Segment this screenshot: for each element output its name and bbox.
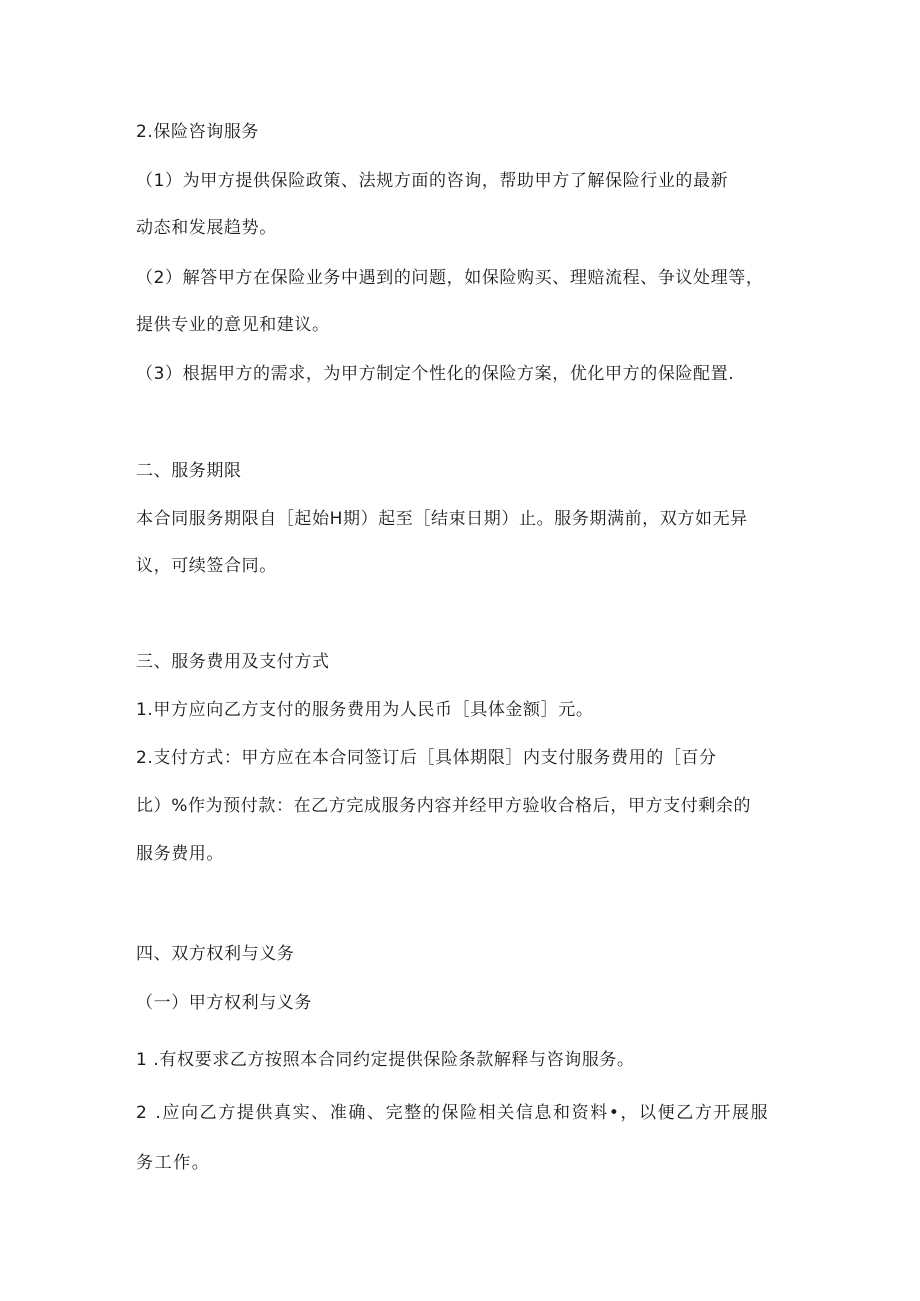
paragraph-line: （2）解答甲方在保险业务中遇到的问题，如保险购买、理赔流程、争议处理等， [136,268,764,288]
paragraph-line: 1 .有权要求乙方按照本合同约定提供保险条款解释与咨询服务。 [136,1050,635,1070]
section-heading: 三、服务费用及支付方式 [136,652,330,672]
section-item-heading: 2.保险咨询服务 [136,122,260,142]
paragraph-line: 2 .应向乙方提供真实、准确、完整的保险相关信息和资料•，以便乙方开展服 [136,1103,770,1123]
paragraph-line: 比）%作为预付款：在乙方完成服务内容并经甲方验收合格后，甲方支付剩余的 [136,796,752,816]
paragraph-line: 1.甲方应向乙方支付的服务费用为人民币［具体金额］元。 [136,700,594,720]
paragraph-line: 动态和发展趋势。 [136,218,277,238]
section-heading: 四、双方权利与义务 [136,944,295,964]
paragraph-line: 议，可续签合同。 [136,556,277,576]
paragraph-line: 本合同服务期限自［起始H期）起至［结束日期）止。服务期满前，双方如无异 [136,509,748,529]
paragraph-line: 务工作。 [136,1153,211,1173]
subsection-heading: （一）甲方权利与义务 [136,993,312,1013]
paragraph-line: （3）根据甲方的需求，为甲方制定个性化的保险方案，优化甲方的保险配置. [136,364,735,384]
paragraph-line: 提供专业的意见和建议。 [136,315,330,335]
paragraph-line: 2.支付方式：甲方应在本合同签订后［具体期限］内支付服务费用的［百分 [136,748,717,768]
paragraph-line: 服务费用。 [136,844,224,864]
paragraph-line: （1）为甲方提供保险政策、法规方面的咨询，帮助甲方了解保险行业的最新 [136,171,729,191]
section-heading: 二、服务期限 [136,461,242,481]
